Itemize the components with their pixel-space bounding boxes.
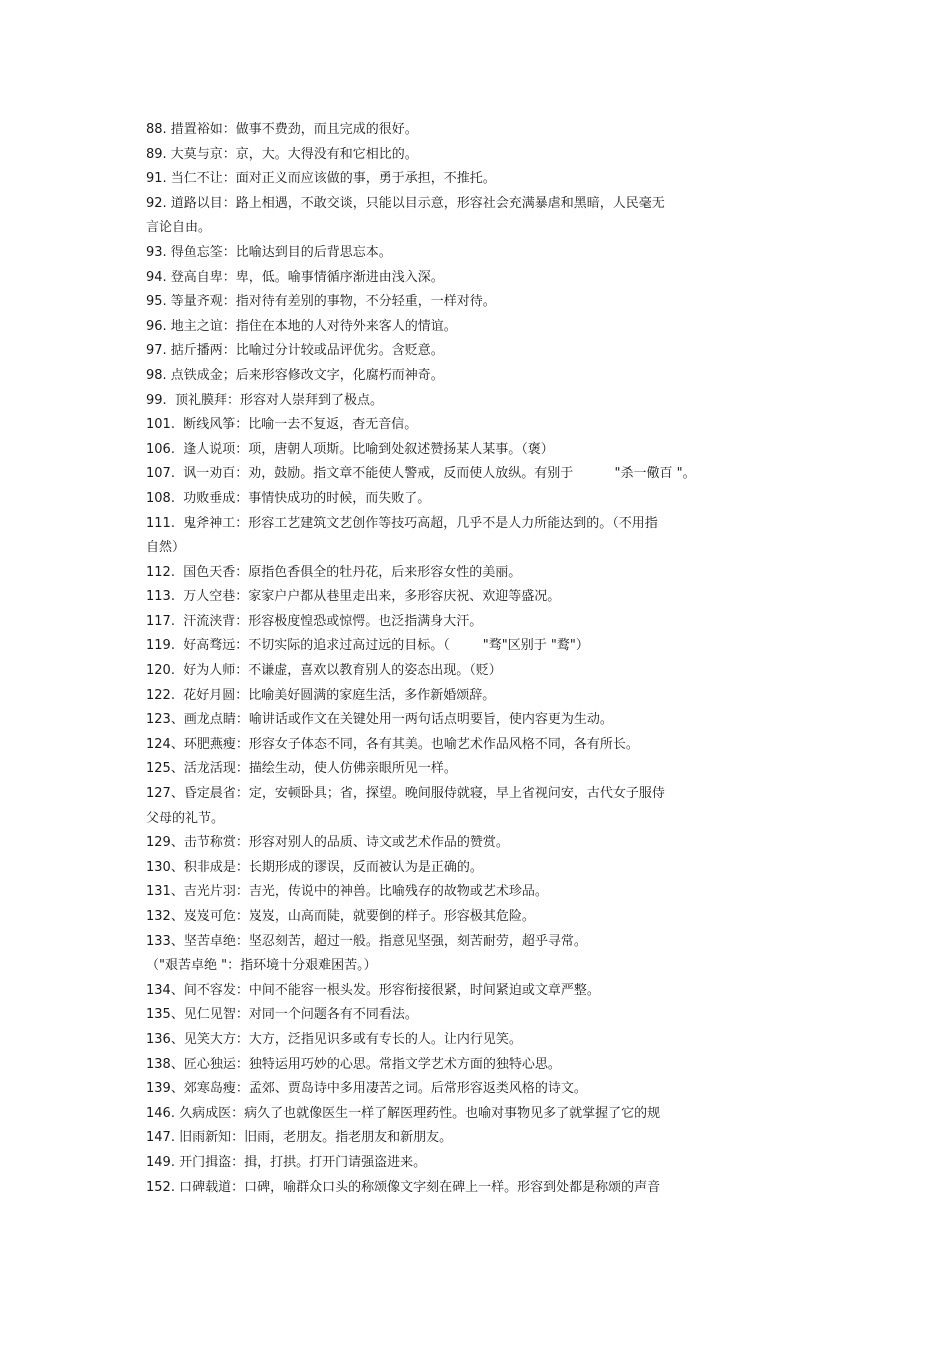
- text-line: 108. 功败垂成：事情快成功的时候，而失败了。: [146, 490, 431, 506]
- text-line: 93. 得鱼忘筌：比喻达到目的后背思忘本。: [146, 244, 392, 260]
- text-line: 117. 汗流浃背：形容极度惶恐或惊愕。也泛指满身大汗。: [146, 613, 483, 629]
- text-line: 131、吉光片羽：吉光，传说中的神兽。比喻残存的故物或艺术珍品。: [146, 884, 548, 900]
- text-line: 130、积非成是：长期形成的谬误，反而被认为是正确的。: [146, 859, 483, 875]
- text-line: 146. 久病成医：病久了也就像医生一样了解医理药性。也喻对事物见多了就掌握了它的规: [146, 1105, 661, 1121]
- text-line: 94. 登高自卑：卑，低。喻事情循序渐进由浅入深。: [146, 269, 444, 285]
- text-line: 自然）: [146, 540, 186, 556]
- text-line: 父母的礼节。: [146, 810, 225, 826]
- text-line: 132、岌岌可危：岌岌，山高而陡，就要倒的样子。形容极其危险。: [146, 909, 535, 924]
- text-line: 112. 国色天香：原指色香俱全的牡丹花，后来形容女性的美丽。: [146, 564, 522, 580]
- text-line: 135、见仁见智：对同一个问题各有不同看法。: [146, 1007, 418, 1023]
- text-line: 129、击节称赏：形容对别人的品质、诗文或艺术作品的赞赏。: [146, 835, 509, 851]
- text-line: 91. 当仁不让：面对正义而应该做的事，勇于承担，不推托。: [146, 171, 496, 187]
- text-line: 107. 讽一劝百：劝，鼓励。指文章不能使人警戒，反而使人放纵。有别于 "杀一儆百 "。: [146, 466, 696, 482]
- text-line: 125、活龙活现：描绘生动，使人仿佛亲眼所见一样。: [146, 761, 457, 777]
- text-line: 122. 花好月圆：比喻美好圆满的家庭生活，多作新婚颂辞。: [146, 687, 496, 703]
- text-line: 113. 万人空巷：家家户户都从巷里走出来，多形容庆祝、欢迎等盛况。: [146, 589, 561, 605]
- text-line: （"艰苦卓绝 "：指环境十分艰难困苦。）: [146, 958, 377, 974]
- text-line: 96. 地主之谊：指住在本地的人对待外来客人的情谊。: [146, 318, 457, 334]
- text-line: 98. 点铁成金；后来形容修改文字，化腐朽而神奇。: [146, 367, 444, 383]
- text-line: 106. 逢人说项：项，唐朝人项斯。比喻到处叙述赞扬某人某事。（褒）: [146, 441, 554, 457]
- text-line: 120. 好为人师：不谦虚，喜欢以教育别人的姿态出现。（贬）: [146, 663, 502, 679]
- text-line: 92. 道路以目：路上相遇，不敢交谈，只能以目示意，形容社会充满暴虐和黑暗，人民毫无: [146, 195, 665, 211]
- text-line: 152. 口碑载道：口碑，喻群众口头的称颂像文字刻在碑上一样。形容到处都是称颂的声音: [146, 1179, 661, 1195]
- text-line: 言论自由。: [146, 220, 212, 236]
- text-line: 89. 大莫与京：京，大。大得没有和它相比的。: [146, 146, 418, 162]
- text-line: 101. 断线风筝：比喻一去不复返，杳无音信。: [146, 417, 418, 433]
- text-line: 138、匠心独运：独特运用巧妙的心思。常指文学艺术方面的独特心思。: [146, 1056, 561, 1072]
- text-line: 124、环肥燕瘦：形容女子体态不同，各有其美。也喻艺术作品风格不同，各有所长。: [146, 736, 639, 752]
- text-line: 149. 开门揖盗：揖，打拱。打开门请强盗进来。: [146, 1154, 427, 1170]
- text-line: 111. 鬼斧神工：形容工艺建筑文艺创作等技巧高超，几乎不是人力所能达到的。（不用指: [146, 515, 658, 531]
- idiom-list: [146, 118, 786, 1200]
- text-line: 133、坚苦卓绝：坚忍刻苦，超过一般。指意见坚强，刻苦耐劳，超乎寻常。: [146, 933, 587, 949]
- text-line: 139、郊寒岛瘦：孟郊、贾岛诗中多用凄苦之词。后常形容返类风格的诗文。: [146, 1081, 587, 1097]
- text-line: 147. 旧雨新知：旧雨，老朋友。指老朋友和新朋友。: [146, 1130, 453, 1146]
- text-line: 97. 掂斤播两：比喻过分计较或品评优劣。含贬意。: [146, 343, 444, 359]
- text-line: 136、见笑大方：大方，泛指见识多或有专长的人。让内行见笑。: [146, 1031, 522, 1047]
- text-line: 99. 顶礼膜拜：形容对人崇拜到了极点。: [146, 392, 383, 408]
- text-line: 88. 措置裕如：做事不费劲，而且完成的很好。: [146, 122, 418, 137]
- text-line: 123、画龙点睛：喻讲话或作文在关键处用一两句话点明要旨，使内容更为生动。: [146, 712, 613, 728]
- text-line: 134、间不容发：中间不能容一根头发。形容衔接很紧，时间紧迫或文章严整。: [146, 982, 600, 998]
- text-line: 119. 好高骛远：不切实际的追求过高过远的目标。（ "骛"区别于 "鹜"）: [146, 638, 589, 654]
- text-line: 127、昏定晨省：定，安顿卧具；省，探望。晚间服侍就寝，早上省视问安，古代女子服侍: [146, 786, 665, 802]
- text-line: 95. 等量齐观：指对待有差别的事物，不分轻重，一样对待。: [146, 294, 496, 310]
